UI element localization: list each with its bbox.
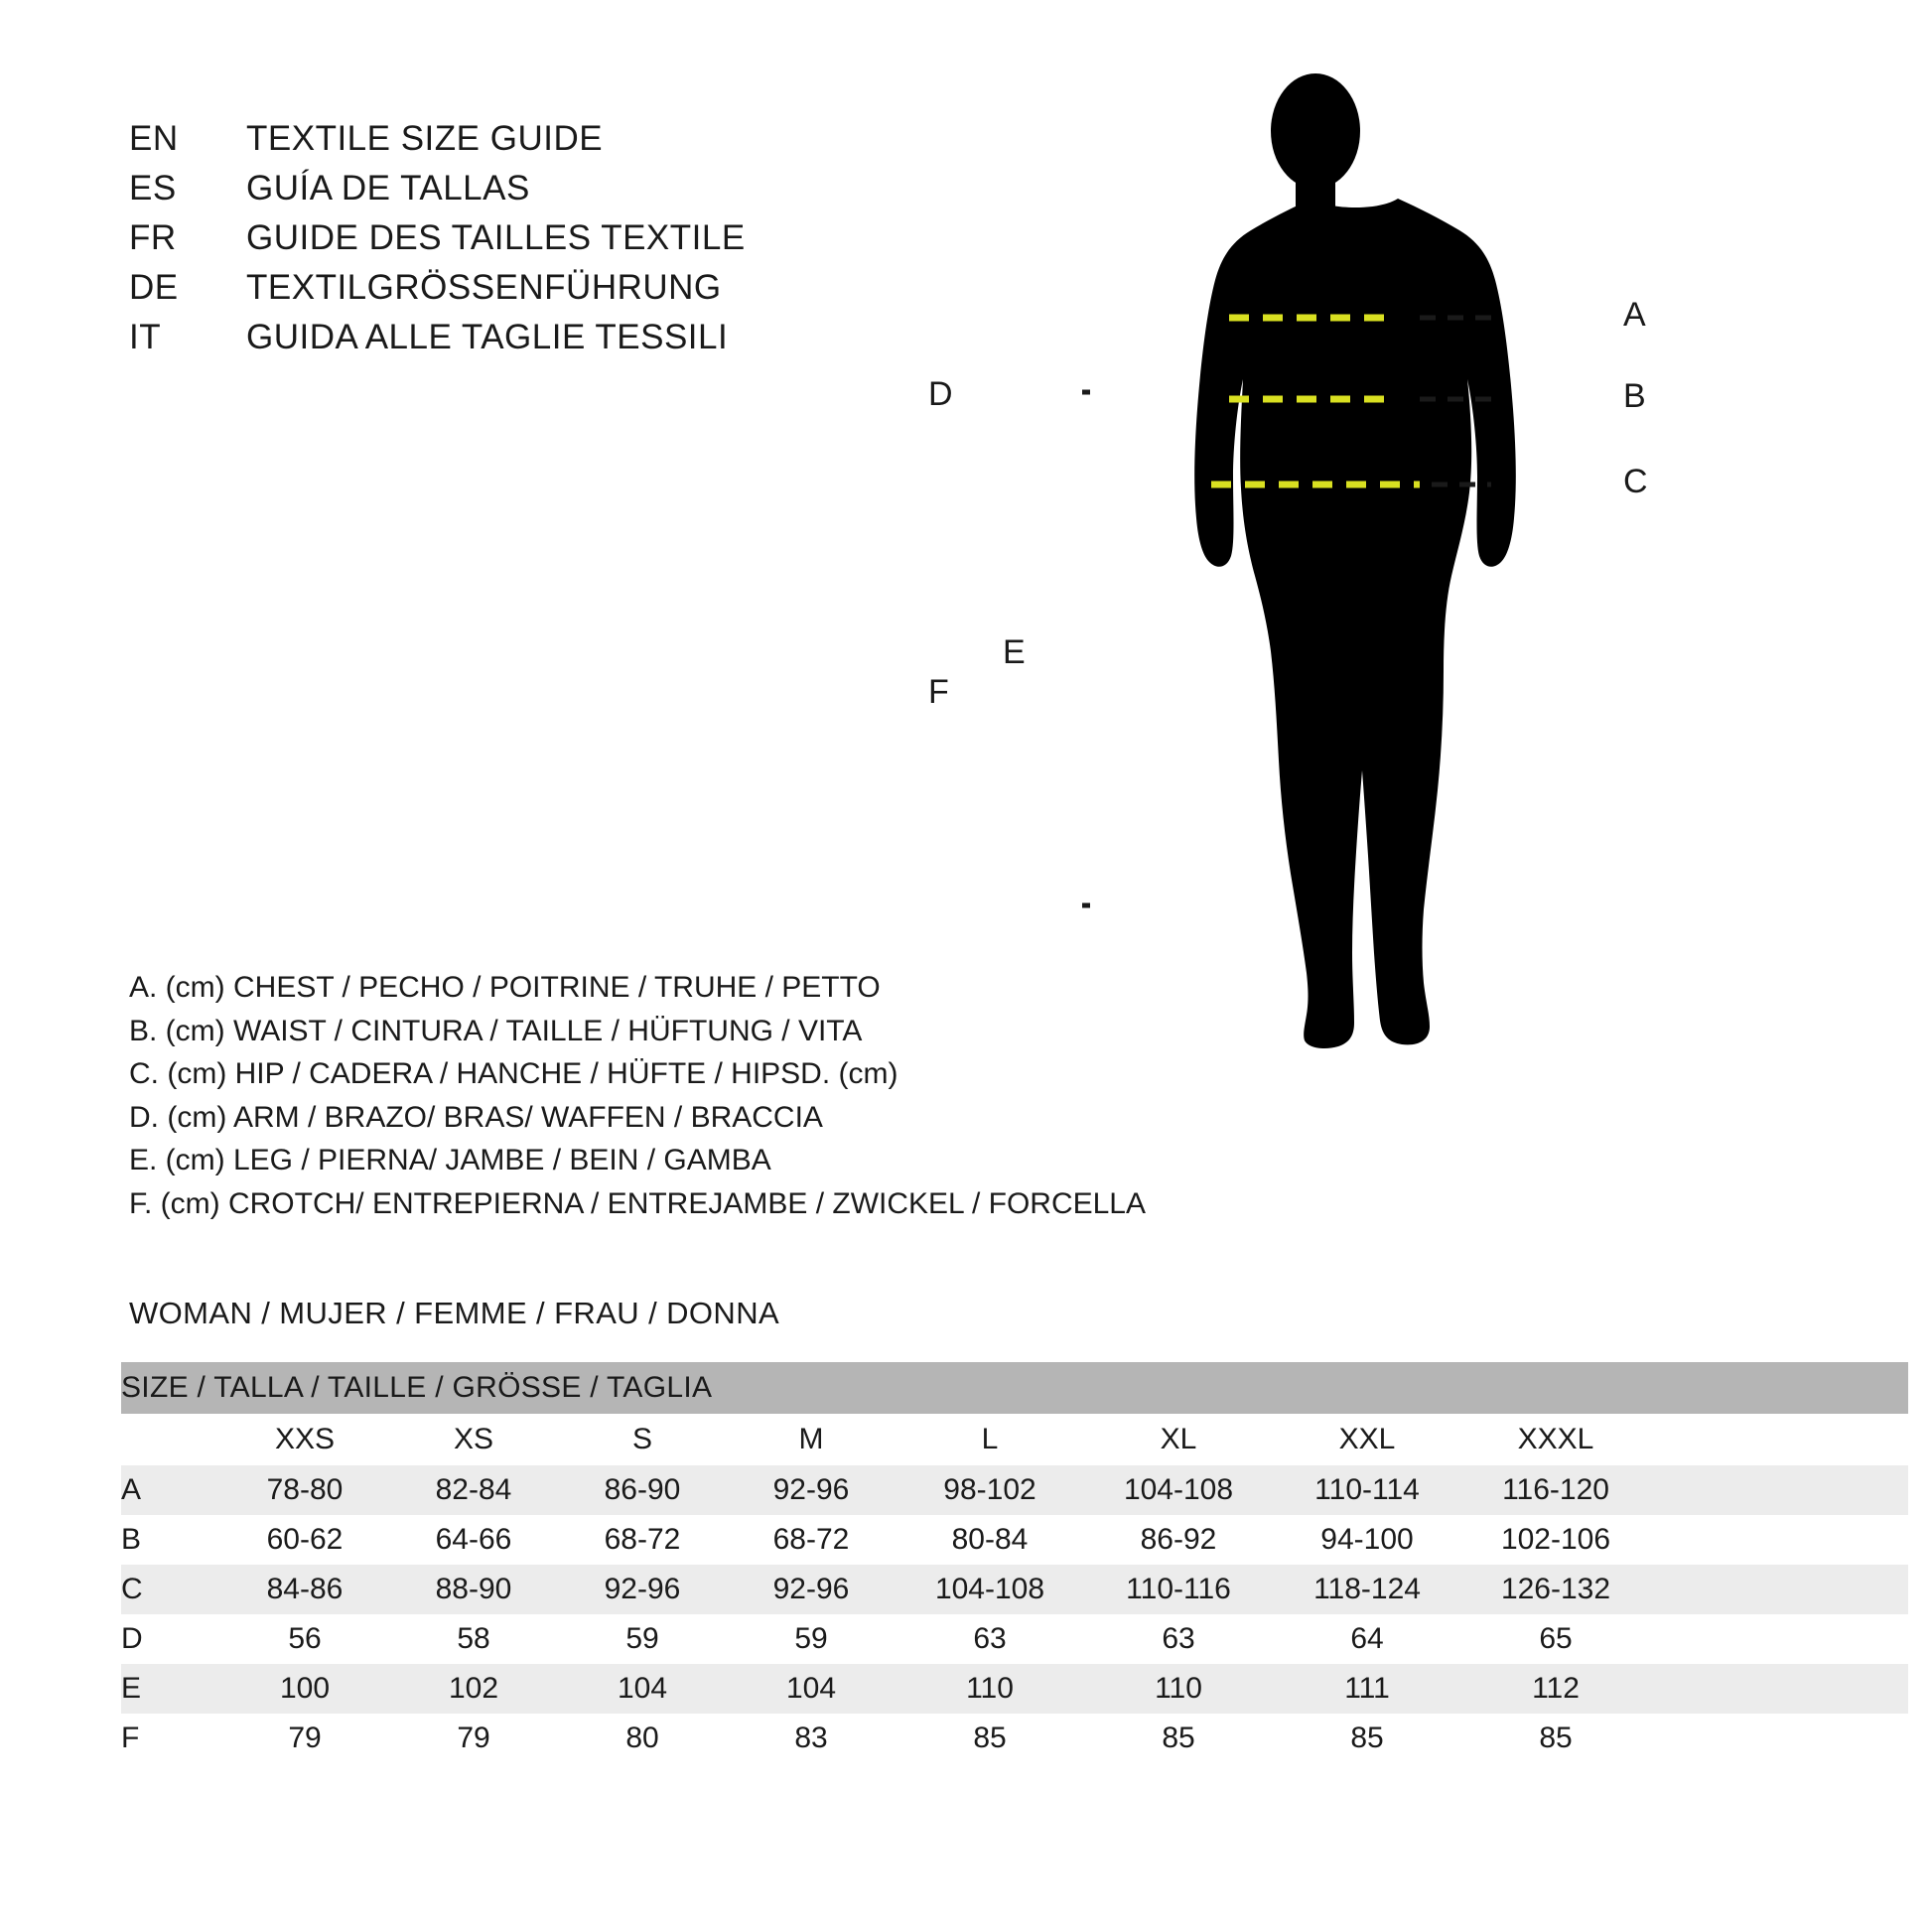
size-header-s: S xyxy=(558,1414,727,1465)
female-silhouette-icon xyxy=(1194,73,1516,1048)
cell-d-xxs: 56 xyxy=(220,1614,389,1664)
cell-c-xxs: 84-86 xyxy=(220,1565,389,1614)
size-header-m: M xyxy=(727,1414,896,1465)
cell-b-xxl: 94-100 xyxy=(1273,1515,1461,1565)
size-chart-table xyxy=(121,1362,1908,1763)
row-label-b: B xyxy=(121,1515,220,1565)
cell-c-l: 104-108 xyxy=(896,1565,1084,1614)
cell-a-xl: 104-108 xyxy=(1084,1465,1273,1515)
leg-dimension-bracket xyxy=(1082,392,1090,905)
table-band-header-row xyxy=(121,1362,1908,1414)
table-row xyxy=(121,1614,1908,1664)
cell-f-l: 85 xyxy=(896,1714,1084,1763)
title-language-code: ES xyxy=(129,169,177,207)
row-label-a: A xyxy=(121,1465,220,1515)
cell-c-xs: 88-90 xyxy=(389,1565,558,1614)
callout-label-e: E xyxy=(1003,633,1026,671)
legend-item-e: E. (cm) LEG / PIERNA/ JAMBE / BEIN / GAMBA xyxy=(129,1144,771,1177)
cell-a-xxl: 110-114 xyxy=(1273,1465,1461,1515)
cell-a-s: 86-90 xyxy=(558,1465,727,1515)
cell-f-m: 83 xyxy=(727,1714,896,1763)
cell-e-s: 104 xyxy=(558,1664,727,1714)
title-language-text: GUIDA ALLE TAGLIE TESSILI xyxy=(246,318,729,356)
table-row xyxy=(121,1714,1908,1763)
cell-e-xxxl: 112 xyxy=(1461,1664,1650,1714)
cell-d-s: 59 xyxy=(558,1614,727,1664)
cell-d-xxxl: 65 xyxy=(1461,1614,1650,1664)
table-size-header-row xyxy=(121,1414,1908,1465)
cell-f-spacer xyxy=(1650,1714,1908,1763)
table-row xyxy=(121,1465,1908,1515)
cell-f-s: 80 xyxy=(558,1714,727,1763)
row-label-e: E xyxy=(121,1664,220,1714)
cell-d-l: 63 xyxy=(896,1614,1084,1664)
title-language-text: TEXTILGRÖSSENFÜHRUNG xyxy=(246,268,722,307)
table-row xyxy=(121,1515,1908,1565)
cell-b-l: 80-84 xyxy=(896,1515,1084,1565)
callout-label-f: F xyxy=(928,673,949,711)
title-language-text: GUÍA DE TALLAS xyxy=(246,169,530,207)
cell-c-xxxl: 126-132 xyxy=(1461,1565,1650,1614)
cell-b-xxs: 60-62 xyxy=(220,1515,389,1565)
cell-d-xl: 63 xyxy=(1084,1614,1273,1664)
cell-e-xl: 110 xyxy=(1084,1664,1273,1714)
legend-item-c: C. (cm) HIP / CADERA / HANCHE / HÜFTE / HIPSD. (cm) xyxy=(129,1057,898,1091)
legend-item-f: F. (cm) CROTCH/ ENTREPIERNA / ENTREJAMBE / ZWICKEL / FORCELLA xyxy=(129,1186,1146,1220)
cell-d-xs: 58 xyxy=(389,1614,558,1664)
body-measurement-diagram xyxy=(928,60,1876,1301)
size-header-spacer xyxy=(1650,1414,1908,1465)
title-language-code: EN xyxy=(129,119,179,158)
measurement-legend xyxy=(129,968,1221,1228)
title-language-code: DE xyxy=(129,268,179,307)
table-band-header: SIZE / TALLA / TAILLE / GRÖSSE / TAGLIA xyxy=(121,1362,1908,1414)
language-title-block xyxy=(129,119,923,367)
cell-c-xxl: 118-124 xyxy=(1273,1565,1461,1614)
cell-f-xxl: 85 xyxy=(1273,1714,1461,1763)
cell-b-s: 68-72 xyxy=(558,1515,727,1565)
cell-f-xxxl: 85 xyxy=(1461,1714,1650,1763)
size-header-l: L xyxy=(896,1414,1084,1465)
title-language-code: IT xyxy=(129,318,162,356)
size-header-xl: XL xyxy=(1084,1414,1273,1465)
cell-f-xl: 85 xyxy=(1084,1714,1273,1763)
cell-a-xs: 82-84 xyxy=(389,1465,558,1515)
legend-item-b: B. (cm) WAIST / CINTURA / TAILLE / HÜFTUNG / VITA xyxy=(129,1014,863,1047)
cell-c-s: 92-96 xyxy=(558,1565,727,1614)
cell-f-xxs: 79 xyxy=(220,1714,389,1763)
callout-label-c: C xyxy=(1623,463,1648,500)
row-label-f: F xyxy=(121,1714,220,1763)
cell-a-spacer xyxy=(1650,1465,1908,1515)
callout-label-d: D xyxy=(928,375,953,413)
cell-b-spacer xyxy=(1650,1515,1908,1565)
table-corner-cell xyxy=(121,1414,220,1465)
cell-e-spacer xyxy=(1650,1664,1908,1714)
cell-e-l: 110 xyxy=(896,1664,1084,1714)
title-language-code: FR xyxy=(129,218,177,257)
cell-e-xs: 102 xyxy=(389,1664,558,1714)
size-header-xxs: XXS xyxy=(220,1414,389,1465)
cell-f-xs: 79 xyxy=(389,1714,558,1763)
title-row xyxy=(129,218,923,258)
cell-a-xxs: 78-80 xyxy=(220,1465,389,1515)
title-language-text: GUIDE DES TAILLES TEXTILE xyxy=(246,218,746,257)
title-row xyxy=(129,268,923,308)
callout-label-b: B xyxy=(1623,377,1646,415)
cell-a-xxxl: 116-120 xyxy=(1461,1465,1650,1515)
cell-b-xl: 86-92 xyxy=(1084,1515,1273,1565)
title-row xyxy=(129,119,923,159)
cell-c-spacer xyxy=(1650,1565,1908,1614)
cell-e-xxl: 111 xyxy=(1273,1664,1461,1714)
title-row xyxy=(129,169,923,208)
title-row xyxy=(129,318,923,357)
cell-a-m: 92-96 xyxy=(727,1465,896,1515)
size-header-xxl: XXL xyxy=(1273,1414,1461,1465)
legend-item-a: A. (cm) CHEST / PECHO / POITRINE / TRUHE / PETTO xyxy=(129,971,881,1004)
legend-item-d: D. (cm) ARM / BRAZO/ BRAS/ WAFFEN / BRACCIA xyxy=(129,1100,823,1134)
cell-c-m: 92-96 xyxy=(727,1565,896,1614)
cell-d-spacer xyxy=(1650,1614,1908,1664)
callout-label-a: A xyxy=(1623,296,1646,334)
table-row xyxy=(121,1664,1908,1714)
cell-e-xxs: 100 xyxy=(220,1664,389,1714)
cell-b-xxxl: 102-106 xyxy=(1461,1515,1650,1565)
cell-a-l: 98-102 xyxy=(896,1465,1084,1515)
cell-c-xl: 110-116 xyxy=(1084,1565,1273,1614)
title-language-text: TEXTILE SIZE GUIDE xyxy=(246,119,604,158)
cell-d-xxl: 64 xyxy=(1273,1614,1461,1664)
table-row xyxy=(121,1565,1908,1614)
size-header-xs: XS xyxy=(389,1414,558,1465)
cell-e-m: 104 xyxy=(727,1664,896,1714)
gender-caption: WOMAN / MUJER / FEMME / FRAU / DONNA xyxy=(129,1296,780,1330)
size-header-xxxl: XXXL xyxy=(1461,1414,1650,1465)
row-label-c: C xyxy=(121,1565,220,1614)
cell-d-m: 59 xyxy=(727,1614,896,1664)
row-label-d: D xyxy=(121,1614,220,1664)
cell-b-m: 68-72 xyxy=(727,1515,896,1565)
cell-b-xs: 64-66 xyxy=(389,1515,558,1565)
